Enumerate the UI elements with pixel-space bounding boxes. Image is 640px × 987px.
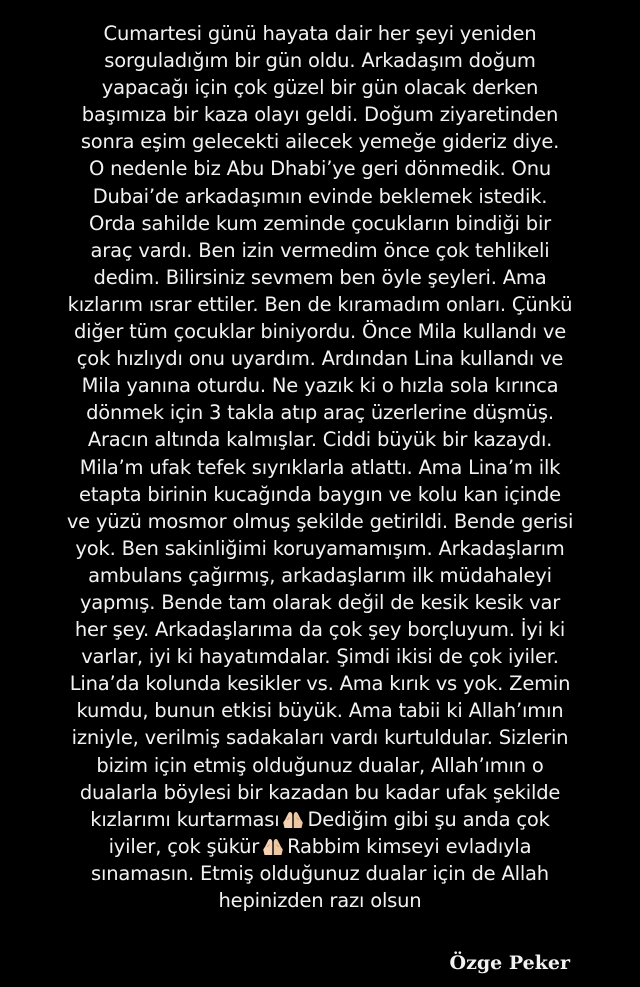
message-line: dedim. Bilirsiniz sevmem ben öyle şeyleri. Ama [93,265,547,289]
praying-hands-icon [260,836,286,856]
message-line: kumdu, bunun etkisi büyük. Ama tabii ki Allah’ımın [76,699,564,723]
message-line: sorguladığım bir gün oldu. Arkadaşım doğum [104,49,536,73]
message-line: Orda sahilde kum zeminde çocukların bindiği bir [89,211,551,235]
message-text: iyiler, çok şükür [108,834,260,858]
message-line: dualarla böylesi bir kazadan bu kadar ufak şekilde [79,780,561,804]
message-line: Dubai’de arkadaşımın evinde beklemek istedik. [92,184,548,208]
message-line: Aracın altında kalmışlar. Ciddi büyük bir kazaydı. [87,428,553,452]
message-line: çok hızlıydı onu uyardım. Ardından Lina kullandı ve [76,347,564,371]
message-line: araç vardı. Ben izin vermedim önce çok tehlikeli [90,238,550,262]
message-line: ambulans çağırmış, arkadaşlarım ilk müdahaleyi [88,563,552,587]
message-line: Cumartesi günü hayata dair her şeyi yeniden [103,22,537,45]
praying-hands-icon [280,809,306,829]
message-line: kızlarım ısrar ettiler. Ben de kıramadım onları. Çünkü [67,292,573,316]
message-line: her şey. Arkadaşlarıma da çok şey borçluyum. İyi ki [74,618,566,642]
message-line: bizim için etmiş olduğunuz dualar, Allah’ımın o [96,753,544,777]
message-line: diğer tüm çocuklar biniyordu. Önce Mila kullandı ve [73,320,566,344]
message-line [40,833,600,860]
message-line: ve yüzü mosmor olmuş şekilde getirildi. Bende gerisi [66,509,574,533]
message-line: izniyle, verilmiş sadakaları vardı kurtuldular. Sizlerin [71,726,569,750]
message-text: kızlarımı kurtarması [90,807,280,831]
message-line: etapta birinin kucağında baygın ve kolu kan içinde [79,482,561,506]
message-line: dönmek için 3 takla atıp araç üzerlerine düşmüş. [86,401,554,425]
message-line: Mila’m ufak tefek sıyrıklarla atlattı. Ama Lina’m ilk [79,455,561,479]
message-line: yapacağı için çok güzel bir gün olacak derken [101,76,539,100]
message-line: sınamasın. Etmiş olduğunuz dualar için de Allah [91,861,549,885]
message-text: Rabbim kimseyi evladıyla [287,834,532,858]
message-line: O nedenle biz Abu Dhabi’ye geri dönmedik. Onu [88,157,552,181]
message-line: varlar, iyi ki hayatımdalar. Şimdi ikisi de çok iyiler. [81,645,559,669]
message-line: yok. Ben sakinliğimi koruyamamışım. Arkadaşlarım [75,536,565,560]
story-message [40,20,600,914]
message-line: Lina’da kolunda kesikler vs. Ama kırık vs yok. Zemin [69,672,571,696]
signature: Özge Peker [449,952,570,974]
message-line [40,806,600,833]
message-line: başımıza bir kaza olayı geldi. Doğum ziyaretinden [81,103,559,127]
message-line: Mila yanına oturdu. Ne yazık ki o hızla sola kırınca [81,374,559,398]
message-line: yapmış. Bende tam olarak değil de kesik kesik var [79,590,561,614]
message-text: Dediğim gibi şu anda çok [307,807,550,831]
message-line: hepinizden razı olsun [218,889,422,912]
message-line: sonra eşim gelecekti ailecek yemeğe gideriz diye. [80,130,560,154]
